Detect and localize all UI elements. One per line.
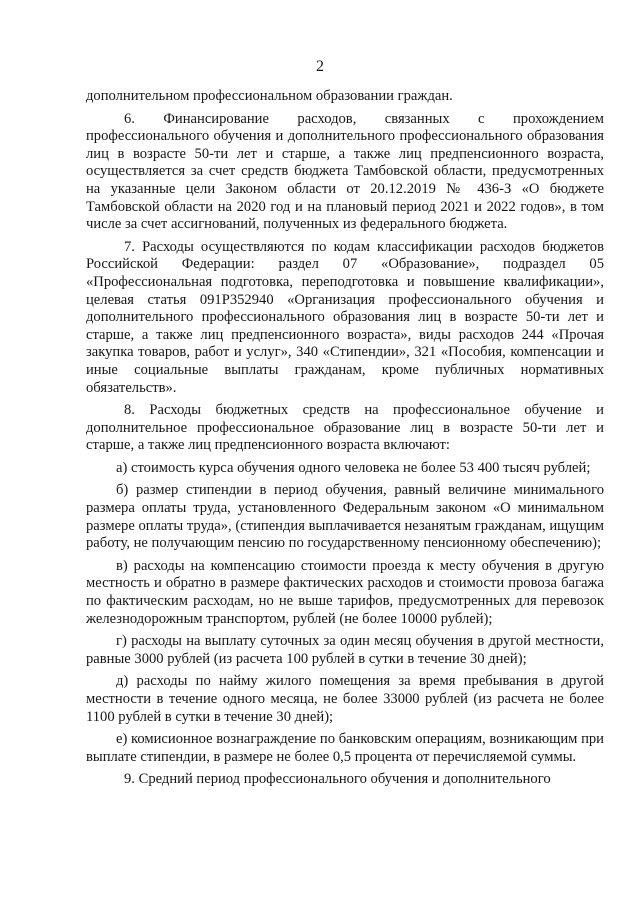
subparagraph-v: в) расходы на компенсацию стоимости проезда к месту обучения в другую местность и обратно в размере фактических расходов и стоимости провоза багажа по фактическим расходам, но не выше тарифов, предусмотренных для перевозок железнодорожным транспортом, рублей (не более 10000 рублей); — [86, 557, 604, 627]
paragraph-6: 6. Финансирование расходов, связанных с прохождением профессионального обучения и дополнительного профессионального образования лиц в возрасте 50-ти лет и старше, а также лиц предпенсионного возраста, осуществляется за счет средств бюджета Тамбовской области, предусмотренных на указанные цели Законом области от 20.12.2019 № 436-З «О бюджете Тамбовской области на 2020 год и на плановый период 2021 и 2022 годов», в том числе за счет ассигнований, полученных из федерального бюджета. — [86, 110, 604, 233]
paragraph-continuation: дополнительном профессиональном образовании граждан. — [86, 88, 453, 104]
subparagraph-g: г) расходы на выплату суточных за один месяц обучения в другой местности, равные 3000 рублей (из расчета 100 рублей в сутки в течение 30 дней); — [86, 633, 604, 667]
paragraph-9: 9. Средний период профессионального обучения и дополнительного — [124, 771, 551, 788]
subparagraph-a: а) стоимость курса обучения одного человека не более 53 400 тысяч рублей; — [116, 459, 591, 476]
subparagraph-d: д) расходы по найму жилого помещения за время пребывания в другой местности в течение одного месяца, не более 33000 рублей (из расчета не более 1100 рублей в сутки в течение 30 дней); — [86, 673, 604, 725]
page-number: 2 — [316, 58, 324, 75]
paragraph-7: 7. Расходы осуществляются по кодам классификации расходов бюджетов Российской Федерации: раздел 07 «Образование», подраздел 05 «Профессиональная подготовка, переподготовка и повышение квалификации», целевая статья 091P352940 «Организация профессионального обучения и дополнительного профессионального образования лиц в возрасте 50-ти лет и старше, а также лиц предпенсионного возраста», виды расходов 244 «Прочая закупка товаров, работ и услуг», 340 «Стипендии», 321 «Пособия, компенсации и иные социальные выплаты гражданам, кроме публичных нормативных обязательств». — [86, 238, 604, 396]
subparagraph-e: е) комисионное вознаграждение по банковским операциям, возникающим при выплате стипендии, в размере не более 0,5 процента от перечисляемой суммы. — [86, 731, 604, 765]
subparagraph-b: б) размер стипендии в период обучения, равный величине минимального размера оплаты труда, установленного Федеральным законом «О минимальном размере оплаты труда», (стипендия выплачивается незанятым гражданам, ищущим работу, не получающим пенсию по государственному пенсионному обеспечению); — [86, 482, 604, 552]
paragraph-8: 8. Расходы бюджетных средств на профессиональное обучение и дополнительное профессиональное образование лиц в возрасте 50-ти лет и старше, а также лиц предпенсионного возраста включают: — [86, 402, 604, 454]
document-body — [86, 88, 604, 789]
